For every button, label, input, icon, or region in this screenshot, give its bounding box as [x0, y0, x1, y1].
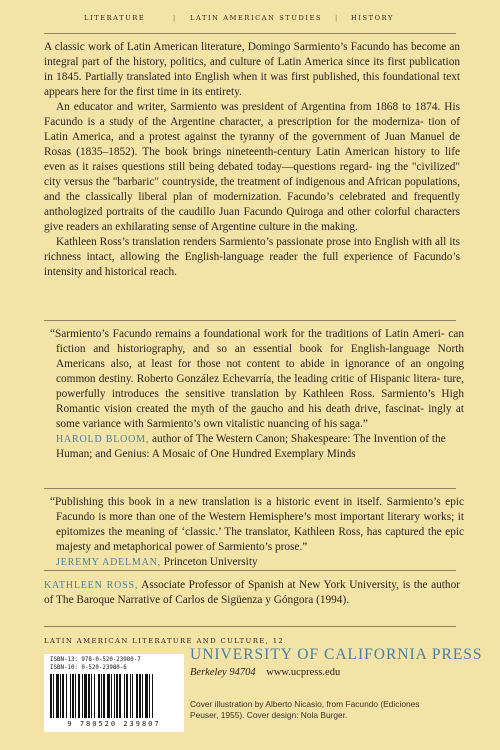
barcode-stripe: [132, 674, 133, 718]
cover-credits: Cover illustration by Alberto Nicasio, from Facundo (Ediciones Peuser, 1955). Cover design: Nola Burger.: [190, 699, 420, 720]
endorser-affiliation: Princeton University: [163, 556, 258, 568]
endorsement-quote: “Publishing this book in a new translation is a historic event in itself. Sarmiento’s epic Facundo is more than one of the Western Hemisphere’s most important literary works; it epitomizes the meaning of ‘classic.’ The translator, Kathleen Ross, has captured the epic majesty and metaphorical power of Sarmiento’s prose.”: [50, 496, 464, 553]
barcode-stripe: [142, 674, 143, 718]
separator: |: [173, 14, 176, 22]
translator-name: KATHLEEN ROSS,: [44, 580, 139, 591]
barcode-stripe: [66, 674, 67, 718]
barcode-bars: [48, 674, 180, 722]
barcode-stripe: [94, 674, 95, 718]
section-rule: [44, 320, 456, 321]
description-paragraph: An educator and writer, Sarmiento was president of Argentina from 1868 to 1874. His Facundo is a study of the Argentine character, a prescription for the moderniza- tion of Latin America, and a protest against the tyranny of the government of Juan Manuel de Rosas (1835–1852). The book brings nineteenth-century Latin American history to life even as it raises questions still being debated today—questions regard- ing the "civilized" city versus the "barbaric" countryside, the treatment of indigenous and African populations, and the classically liberal plan of modernization. Facundo’s celebrated and frequently anthologized portraits of the caudillo Juan Facundo Quiroga and other colorful characters give readers an exhilarating sense of Argentine culture in the making.: [44, 101, 460, 233]
barcode-stripe: [124, 674, 125, 718]
barcode-stripe: [114, 674, 115, 718]
barcode-stripe: [119, 674, 121, 718]
separator: |: [335, 14, 338, 22]
barcode-stripe: [130, 674, 131, 718]
endorsement-attribution: [44, 432, 464, 462]
barcode-stripe: [70, 674, 71, 718]
barcode-stripe: [53, 674, 54, 718]
translator-bio-text: Associate Professor of Spanish at New York University, is the author of The Baroque Narrative of Carlos de Sigüenza y Góngora (1994).: [44, 579, 460, 606]
description-paragraph: A classic work of Latin American literature, Domingo Sarmiento’s Facundo has become an integral part of the history, politics, and culture of Latin America since its first publication in 1845. Partially translated into English when it was first published, this foundational text appears here for the first time in its entirety.: [44, 41, 460, 98]
isbn-10: ISBN-10: 0-520-23980-6: [50, 665, 127, 671]
barcode-stripe: [149, 674, 150, 718]
top-rule: [44, 33, 456, 34]
section-rule: [44, 488, 456, 489]
endorser-name: HAROLD BLOOM,: [56, 434, 150, 445]
section-rule: [44, 626, 456, 627]
isbn-13: ISBN-13: 978-0-520-23980-7: [50, 657, 141, 663]
barcode-stripe: [75, 674, 76, 718]
barcode-stripe: [56, 674, 59, 718]
barcode-stripe: [139, 674, 141, 718]
barcode-stripe: [82, 674, 83, 718]
publisher-city: Berkeley 94704: [190, 667, 256, 678]
category-history: HISTORY: [351, 14, 394, 22]
barcode-stripe: [111, 674, 112, 718]
endorsement-bloom: [44, 327, 464, 462]
endorsement-quote: “Sarmiento’s Facundo remains a foundational work for the traditions of Latin Ameri- can fiction and historiography, and so an essential book for English-language North Americans also, at least for those not content to abide in ignorance of an ongoing common destiny. Roberto González Echevarría, the leading critic of Hispanic litera- ture, powerfully introduces the sensitive translation by Kathleen Ross. Sarmiento’s High Romantic vision created the myth of the gaucho and his death drive, fascinat- ingly at some variance with Sarmiento’s own vitalistic nuancing of his saga.”: [50, 328, 464, 430]
endorser-name: JEREMY ADELMAN,: [56, 557, 161, 568]
publisher-address: [190, 667, 340, 678]
description-paragraph: Kathleen Ross’s translation renders Sarmiento’s passionate prose into English with all its richness intact, allowing the English-language reader the full experience of Facundo’s intensity and historical reach.: [44, 236, 460, 278]
barcode-stripe: [152, 674, 153, 718]
barcode-stripe: [91, 674, 92, 718]
publisher-url[interactable]: www.ucpress.edu: [266, 667, 341, 678]
barcode-stripe: [60, 674, 61, 718]
endorser-affiliation: author of The Western Canon; Shakespeare: The Invention of the Human; and Genius: A Mosaic of One Hundred Exemplary Minds: [56, 433, 446, 460]
endorsement-attribution: [44, 555, 464, 570]
barcode-stripe: [101, 674, 102, 718]
barcode-stripe: [78, 674, 80, 718]
publisher-name: UNIVERSITY OF CALIFORNIA PRESS: [190, 646, 483, 663]
barcode-stripe: [145, 674, 148, 718]
barcode-stripe: [107, 674, 110, 718]
barcode-stripe: [98, 674, 100, 718]
subject-categories: [44, 14, 456, 28]
barcode-stripe: [50, 674, 52, 718]
barcode-digits: 9 780520 239807: [67, 720, 161, 728]
barcode-stripe: [103, 674, 105, 718]
endorsement-adelman: [44, 495, 464, 570]
series-title: LATIN AMERICAN LITERATURE AND CULTURE, 12: [44, 637, 285, 645]
isbn-barcode: [44, 654, 184, 732]
barcode-stripe: [116, 674, 118, 718]
category-literature: LITERATURE: [84, 14, 146, 22]
translator-bio: [44, 578, 460, 608]
barcode-stripe: [126, 674, 128, 718]
barcode-stripe: [84, 674, 87, 718]
barcode-stripe: [62, 674, 64, 718]
section-rule: [44, 570, 456, 571]
barcode-stripe: [88, 674, 90, 718]
barcode-stripe: [136, 674, 138, 718]
category-latin-american-studies: LATIN AMERICAN STUDIES: [190, 14, 323, 22]
barcode-stripe: [72, 674, 74, 718]
book-description: [44, 40, 460, 280]
